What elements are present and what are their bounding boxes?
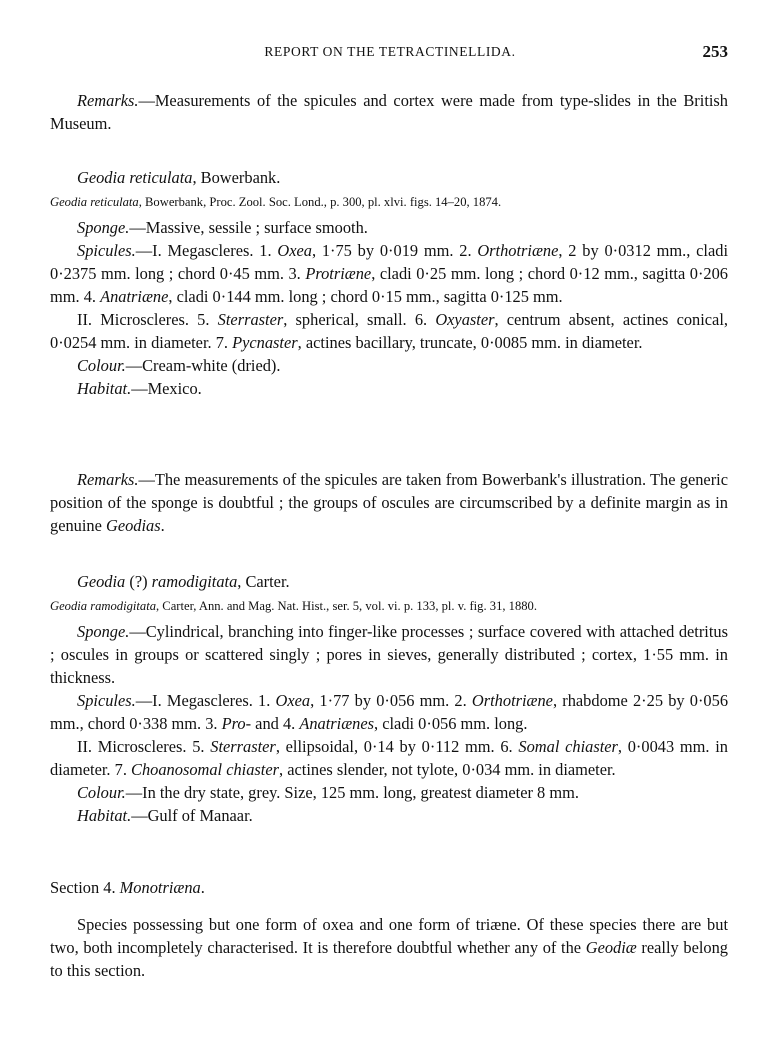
colour-line: [50, 354, 728, 377]
term-oxyaster: Oxyaster: [435, 310, 495, 329]
colour-label: Colour.: [77, 783, 126, 802]
term-pycnaster: Pycnaster: [232, 333, 298, 352]
micro-text: , actines slender, not tylote, 0·034 mm. in diameter.: [279, 760, 616, 779]
remarks-1: [50, 89, 728, 135]
habitat-text: —Gulf of Manaar.: [131, 806, 253, 825]
spicules-text: , cladi 0·056 mm. long.: [374, 714, 528, 733]
sponge-description: [50, 216, 728, 239]
section-title: [50, 876, 728, 899]
term-anatriaenes: Anatriænes: [299, 714, 375, 733]
section-prefix: Section 4.: [50, 878, 120, 897]
species-geodia-ramodigitata: [50, 570, 728, 827]
spicules-text: —I. Megascleres. 1.: [135, 241, 278, 260]
spicules-megascleres: [50, 689, 728, 735]
spicules-text: , 1·75 by 0·019 mm. 2.: [311, 241, 478, 260]
micro-text: , spherical, small. 6.: [283, 310, 436, 329]
spicules-text: , 2 by 0·0312 mm., cladi 0·2375 mm. long ; chord 0·45 mm. 3.: [50, 241, 729, 283]
remarks-label: Remarks.: [77, 470, 139, 489]
remarks-text: —The measurements of the spicules are taken from Bowerbank's illustration. The generic position of the sponge is doubtful ; the groups of oscules are circumscribed by a definite margin as in genuine: [50, 470, 728, 535]
term-choanosomal-chiaster: Choanosomal chiaster: [131, 760, 280, 779]
sponge-label: Sponge.: [77, 622, 130, 641]
spicules-microscleres: [50, 308, 728, 354]
term-orthotriaene: Orthotriæne: [477, 241, 559, 260]
section-name: Monotriæna: [119, 878, 201, 897]
micro-text: , centrum absent, actines conical, 0·0254 mm. in diameter. 7.: [50, 310, 728, 352]
species-author: , Carter.: [237, 572, 290, 591]
sponge-text: —Cylindrical, branching into finger-like processes ; surface covered with attached detritus ; oscules in groups or scattered singly ; pores in sieves, generally distributed ; cortex, 1·55 mm. in thickness.: [50, 622, 728, 687]
species-name: Geodia reticulata: [77, 168, 193, 187]
species-genus: Geodia: [77, 572, 126, 591]
term-geodias: Geodias: [105, 516, 161, 535]
term-geodiae: Geodiæ: [585, 938, 637, 957]
page-header: [52, 44, 728, 68]
running-head: REPORT ON THE TETRACTINELLIDA.: [264, 44, 516, 59]
remarks-text: —Measurements of the spicules and cortex were made from type-slides in the British Museum.: [50, 91, 728, 133]
spicules-label: Spicules.: [77, 691, 136, 710]
term-sterraster: Sterraster: [217, 310, 284, 329]
habitat-label: Habitat.: [77, 806, 132, 825]
term-sterraster: Sterraster: [210, 737, 276, 756]
micro-text: II. Microscleres. 5.: [77, 737, 211, 756]
reference-text: , Carter, Ann. and Mag. Nat. Hist., ser. 5, vol. vi. p. 133, pl. v. fig. 31, 1880.: [156, 599, 538, 613]
micro-text: , ellipsoidal, 0·14 by 0·112 mm. 6.: [275, 737, 519, 756]
habitat-label: Habitat.: [77, 379, 132, 398]
term-oxea: Oxea: [275, 691, 311, 710]
colour-label: Colour.: [77, 356, 126, 375]
term-oxea: Oxea: [277, 241, 312, 260]
sponge-text: —Massive, sessile ; surface smooth.: [129, 218, 368, 237]
spicules-text: , cladi 0·144 mm. long ; chord 0·15 mm., sagitta 0·125 mm.: [168, 287, 563, 306]
reference-name: Geodia ramodigitata: [50, 599, 156, 613]
term-somal-chiaster: Somal chiaster: [518, 737, 618, 756]
reference-name: Geodia reticulata: [50, 195, 139, 209]
sponge-description: [50, 620, 728, 689]
term-pro: Pro-: [221, 714, 252, 733]
spicules-text: —I. Megascleres. 1.: [135, 691, 276, 710]
spicules-text: , cladi 0·25 mm. long ; chord 0·12 mm., sagitta 0·206 mm. 4.: [50, 264, 728, 306]
spicules-megascleres: [50, 239, 728, 308]
spicules-text: and 4.: [251, 714, 300, 733]
term-anatriaene: Anatriæne: [100, 287, 169, 306]
habitat-line: [50, 377, 728, 400]
species-epithet: ramodigitata: [151, 572, 238, 591]
sponge-label: Sponge.: [77, 218, 130, 237]
spicules-text: , 1·77 by 0·056 mm. 2.: [310, 691, 472, 710]
term-protriaene: Protriæne: [305, 264, 372, 283]
micro-text: II. Microscleres. 5.: [77, 310, 218, 329]
section-body: Species possessing but one form of oxea and one form of triæne. Of these species there are but two, both incompletely characterised. It is therefore doubtful whether any of the: [50, 915, 728, 957]
spicules-label: Spicules.: [77, 241, 136, 260]
species-reference: [50, 191, 728, 214]
colour-text: —In the dry state, grey. Size, 125 mm. long, greatest diameter 8 mm.: [125, 783, 579, 802]
remarks-label: Remarks.: [77, 91, 139, 110]
species-heading: [50, 570, 728, 593]
habitat-line: [50, 804, 728, 827]
section-4: [50, 876, 728, 982]
species-reference: [50, 595, 728, 618]
species-query: (?): [125, 572, 152, 591]
micro-text: , 0·0043 mm. in diameter. 7.: [50, 737, 728, 779]
species-heading: [50, 166, 728, 189]
micro-text: , actines bacillary, truncate, 0·0085 mm. in diameter.: [297, 333, 643, 352]
page-number: 253: [702, 42, 728, 61]
reference-text: , Bowerbank, Proc. Zool. Soc. Lond., p. 300, pl. xlvi. figs. 14–20, 1874.: [138, 195, 502, 209]
spicules-microscleres: [50, 735, 728, 781]
section-body: really belong to this section.: [50, 938, 728, 980]
remarks-2: [50, 468, 728, 537]
species-geodia-reticulata: [50, 166, 728, 400]
section-end: .: [200, 878, 205, 897]
spicules-text: , rhabdome 2·25 by 0·056 mm., chord 0·338 mm. 3.: [50, 691, 729, 733]
colour-line: [50, 781, 728, 804]
habitat-text: —Mexico.: [131, 379, 202, 398]
species-author: , Bowerbank.: [192, 168, 281, 187]
term-orthotriaene: Orthotriæne: [471, 691, 553, 710]
remarks-end: .: [160, 516, 165, 535]
colour-text: —Cream-white (dried).: [125, 356, 281, 375]
section-text: [50, 913, 728, 982]
